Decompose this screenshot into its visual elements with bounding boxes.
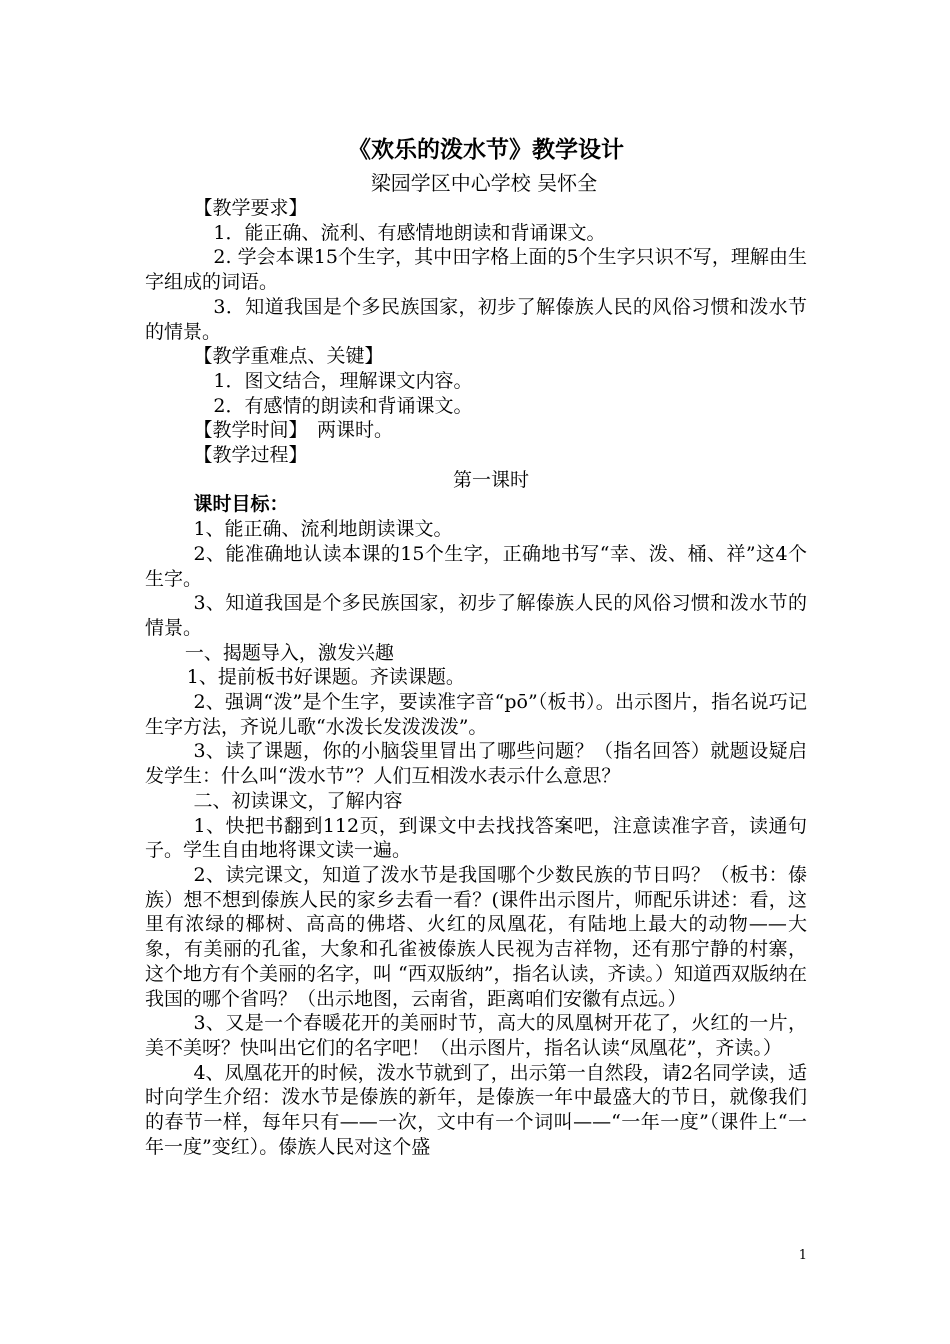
step-heading-1: 一、揭题导入，激发兴趣 — [184, 641, 394, 664]
step-2-item-3: 3、又是一个春暖花开的美丽时节，高大的凤凰树开花了，火红的一片，美不美呀？快叫出它们的名字吧！（出示图片，指名认读“凤凰花”，齐读。） — [145, 1012, 807, 1059]
step-2-item-2: 2、读完课文，知道了泼水节是我国哪个少数民族的节日吗？（板书：傣族）想不想到傣族人民的家乡去看一看？(课件出示图片，师配乐讲述：看，这里有浓绿的椰树、高高的佛塔、火红的凤凰花，有陆地上最大的动物——大象，有美丽的孔雀，大象和孔雀被傣族人民视为吉祥物，还有那宁静的村寨，这个地方有个美丽的名字，叫 “西双版纳”，指名认读，齐读。）知道西双版纳在我国的哪个省吗？（出示地图，云南省，距离咱们安徽有点远。） — [145, 863, 807, 1010]
lesson-goal-1: 1、能正确、流利地朗读课文。 — [193, 518, 453, 541]
requirement-item-1: 1．能正确、流利、有感情地朗读和背诵课文。 — [213, 221, 606, 244]
lesson-heading: 第一课时 — [452, 468, 529, 491]
document-title: 《欢乐的泼水节》教学设计 — [348, 136, 624, 163]
requirement-item-2: 2. 学会本课15个生字，其中田字格上面的5个生字只识不写，理解由生字组成的词语。 — [145, 246, 807, 294]
document-body — [145, 133, 807, 1159]
step-2-item-1: 1、快把书翻到112页，到课文中去找找答案吧，注意读准字音，读通句子。学生自由地将课文读一遍。 — [145, 814, 807, 862]
requirement-item-3: 3．知道我国是个多民族国家，初步了解傣族人民的风俗习惯和泼水节的情景。 — [145, 295, 807, 343]
step-heading-2: 二、初读课文，了解内容 — [193, 789, 403, 812]
lesson-goals-heading: 课时目标： — [193, 493, 289, 516]
lesson-goal-3: 3、知道我国是个多民族国家，初步了解傣族人民的风俗习惯和泼水节的情景。 — [145, 592, 807, 639]
step-1-item-1: 1、提前板书好课题。齐读课题。 — [186, 666, 465, 689]
section-heading-time: 【教学时间】 两课时。 — [193, 419, 393, 442]
section-heading-key-points: 【教学重难点、关键】 — [193, 345, 384, 368]
section-heading-requirements: 【教学要求】 — [193, 197, 308, 219]
step-1-item-2: 2、强调“泼”是个生字，要读准字音“pō”（板书）。出示图片，指名说巧记生字方法，齐说儿歌“水泼长发泼泼泼”。 — [145, 691, 807, 738]
key-point-item-2: 2．有感情的朗读和背诵课文。 — [213, 394, 473, 417]
section-heading-process: 【教学过程】 — [193, 444, 308, 467]
step-2-item-4: 4、凤凰花开的时候，泼水节就到了，出示第一自然段，请2名同学读，适时向学生介绍：泼水节是傣族的新年，是傣族一年中最盛大的节日，就像我们的春节一样，每年只有——一次，文中有一个词叫——“一年一度”（课件上“一年一度”变红）。傣族人民对这个盛 — [145, 1061, 807, 1158]
page-number: 1 — [798, 1248, 807, 1263]
document-author: 梁园学区中心学校 吴怀全 — [370, 171, 598, 195]
lesson-goal-2: 2、能准确地认读本课的15个生字，正确地书写“幸、泼、桶、祥”这4个生字。 — [145, 542, 807, 590]
step-1-item-3: 3、读了课题，你的小脑袋里冒出了哪些问题？（指名回答）就题设疑启发学生：什么叫“泼水节”？人们互相泼水表示什么意思？ — [145, 740, 807, 788]
key-point-item-1: 1．图文结合，理解课文内容。 — [213, 369, 473, 392]
